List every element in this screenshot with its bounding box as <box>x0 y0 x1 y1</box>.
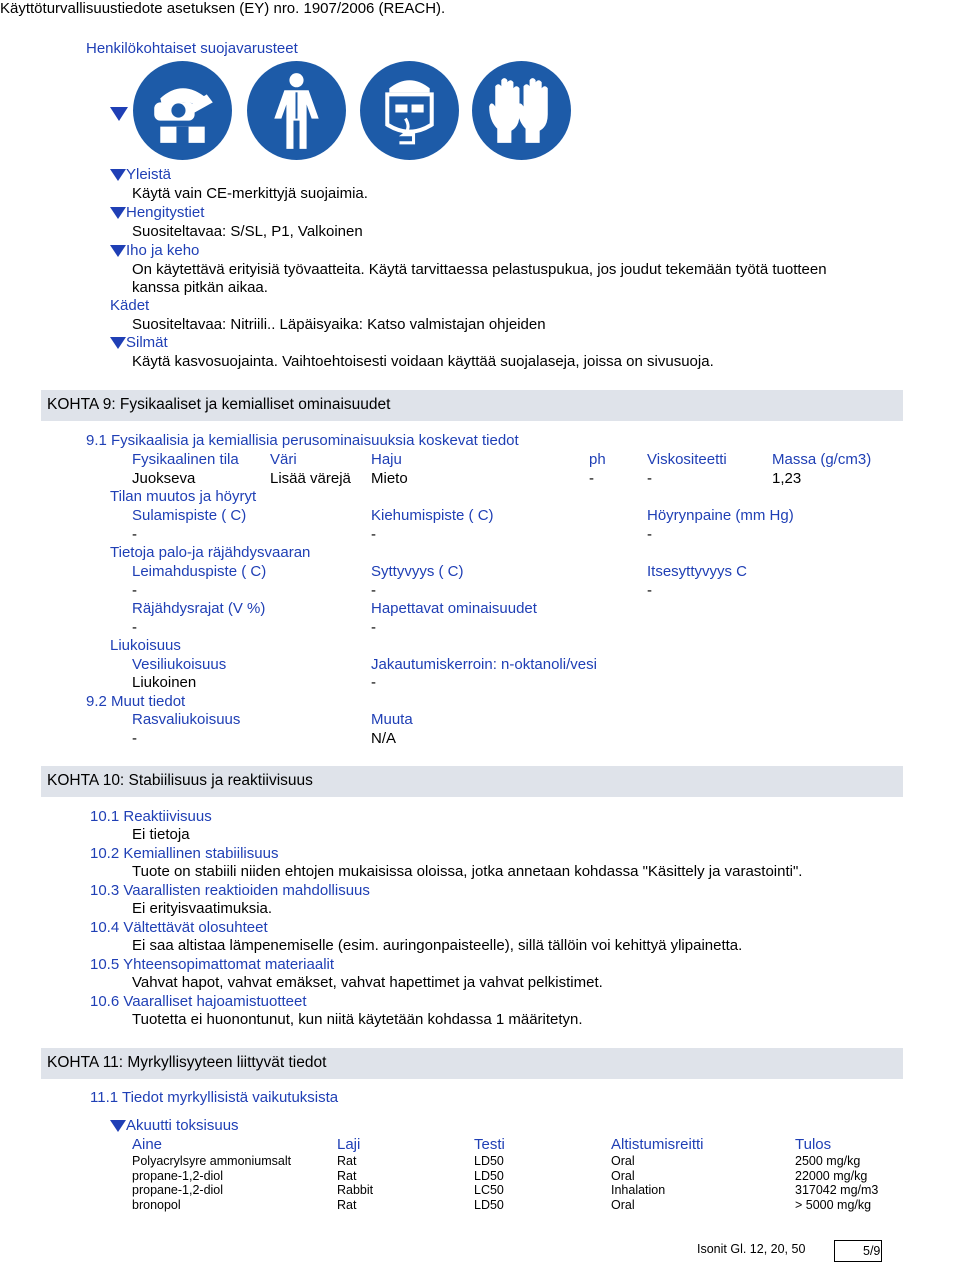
prop-header-viscosity: Viskositeetti <box>647 451 727 468</box>
autoignition-header: Itsesyttyvyys C <box>647 563 748 580</box>
tox-header-route: Altistumisreitti <box>611 1136 704 1153</box>
section-9-bar <box>41 390 903 421</box>
hands-label: Kädet <box>110 297 150 314</box>
reactivity-label: 10.1 Reaktiivisuus <box>90 808 212 825</box>
melting-point-value: - <box>132 526 137 543</box>
section-10-heading: KOHTA 10: Stabiilisuus ja reaktiivisuus <box>47 772 313 789</box>
partition-coefficient-value: - <box>371 674 376 691</box>
prop-header-odor: Haju <box>371 451 402 468</box>
tox-row-2-species: Rat <box>337 1169 357 1183</box>
solubility-label: Liukoisuus <box>110 637 181 654</box>
tox-header-species: Laji <box>337 1136 361 1153</box>
section-9-heading: KOHTA 9: Fysikaaliset ja kemialliset ominaisuudet <box>47 396 391 413</box>
tox-row-2-result: 22000 mg/kg <box>795 1169 868 1183</box>
collapse-triangle-icon[interactable] <box>110 107 128 121</box>
tox-row-1-test: LD50 <box>474 1154 504 1168</box>
tox-header-test: Testi <box>474 1136 505 1153</box>
explosion-limits-value: - <box>132 619 137 636</box>
tox-row-4-test: LD50 <box>474 1198 504 1212</box>
vapor-pressure-value: - <box>647 526 652 543</box>
fire-label: Tietoja palo-ja räjähdysvaaran <box>110 544 311 561</box>
prop-header-state: Fysikaalinen tila <box>132 451 239 468</box>
reactivity-text: Ei tietoja <box>132 826 190 843</box>
footer-page-box <box>834 1240 882 1262</box>
ppe-title: Henkilökohtaiset suojavarusteet <box>86 40 298 57</box>
prop-value-density: 1,23 <box>772 470 802 487</box>
skin-label: Iho ja keho <box>126 242 200 259</box>
tox-row-3-test: LC50 <box>474 1183 504 1197</box>
hazardous-reactions-label: 10.3 Vaarallisten reaktioiden mahdollisuus <box>90 882 370 899</box>
footer-product: Isonit Gl. 12, 20, 50 <box>697 1242 806 1256</box>
tox-header-substance: Aine <box>132 1136 163 1153</box>
tox-row-4-substance: bronopol <box>132 1198 181 1212</box>
oxidizing-header: Hapettavat ominaisuudet <box>371 600 537 617</box>
other-value: N/A <box>371 730 397 747</box>
tox-row-4-species: Rat <box>337 1198 357 1212</box>
eyes-label: Silmät <box>126 334 168 351</box>
flammability-header: Syttyvyys ( C) <box>371 563 464 580</box>
respirator-icon <box>132 60 233 161</box>
section-9-2-heading: 9.2 Muut tiedot <box>86 693 186 710</box>
gloves-icon <box>471 60 572 161</box>
flammability-value: - <box>371 582 376 599</box>
flash-point-header: Leimahduspiste ( C) <box>132 563 267 580</box>
respiratory-text: Suositeltavaa: S/SL, P1, Valkoinen <box>132 223 363 240</box>
tox-row-2-test: LD50 <box>474 1169 504 1183</box>
decomposition-products-text: Tuotetta ei huonontunut, kun niitä käytetään kohdassa 1 määritetyn. <box>132 1011 583 1028</box>
prop-value-viscosity: - <box>647 470 652 487</box>
water-solubility-header: Vesiliukoisuus <box>132 656 227 673</box>
tox-row-3-species: Rabbit <box>337 1183 374 1197</box>
eyes-triangle-icon[interactable] <box>110 337 126 349</box>
tox-row-1-result: 2500 mg/kg <box>795 1154 861 1168</box>
prop-value-state: Juokseva <box>132 470 196 487</box>
autoignition-value: - <box>647 582 652 599</box>
skin-triangle-icon[interactable] <box>110 245 126 257</box>
state-change-label: Tilan muutos ja höyryt <box>110 488 257 505</box>
respiratory-label: Hengitystiet <box>126 204 205 221</box>
section-11-heading: KOHTA 11: Myrkyllisyyteen liittyvät tiedot <box>47 1054 327 1071</box>
tox-row-2-route: Oral <box>611 1169 635 1183</box>
incompatible-materials-label: 10.5 Yhteensopimattomat materiaalit <box>90 956 335 973</box>
general-text: Käytä vain CE-merkittyjä suojaimia. <box>132 185 368 202</box>
protective-suit-icon <box>246 60 347 161</box>
stability-label: 10.2 Kemiallinen stabiilisuus <box>90 845 279 862</box>
tox-row-4-route: Oral <box>611 1198 635 1212</box>
skin-text-line1: On käytettävä erityisiä työvaatteita. Käytä tarvittaessa pelastuspukua, jos joudut tekemään työtä tuotteen <box>132 261 827 278</box>
prop-header-density: Massa (g/cm3) <box>772 451 872 468</box>
general-label: Yleistä <box>126 166 172 183</box>
eyes-text: Käytä kasvosuojainta. Vaihtoehtoisesti voidaan käyttää suojalaseja, joissa on sivusuoja. <box>132 353 714 370</box>
general-triangle-icon[interactable] <box>110 169 126 181</box>
tox-row-1-species: Rat <box>337 1154 357 1168</box>
stability-text: Tuote on stabiili niiden ehtojen mukaisissa oloissa, jotka annetaan kohdassa "Käsittely ja varastointi". <box>132 863 803 880</box>
oxidizing-value: - <box>371 619 376 636</box>
vapor-pressure-header: Höyrynpaine (mm Hg) <box>647 507 794 524</box>
flash-point-value: - <box>132 582 137 599</box>
melting-point-header: Sulamispiste ( C) <box>132 507 247 524</box>
prop-value-odor: Mieto <box>371 470 408 487</box>
tox-row-1-substance: Polyacrylsyre ammoniumsalt <box>132 1154 292 1168</box>
conditions-to-avoid-text: Ei saa altistaa lämpenemiselle (esim. auringonpaisteelle), sillä tällöin voi kehittyä ylipainetta. <box>132 937 743 954</box>
skin-text-line2: kanssa pitkän aikaa. <box>132 279 268 296</box>
hands-text: Suositeltavaa: Nitriili.. Läpäisyaika: Katso valmistajan ohjeiden <box>132 316 546 333</box>
partition-coefficient-header: Jakautumiskerroin: n-oktanoli/vesi <box>371 656 597 673</box>
incompatible-materials-text: Vahvat hapot, vahvat emäkset, vahvat hapettimet ja vahvat pelkistimet. <box>132 974 603 991</box>
explosion-limits-header: Räjähdysrajat (V %) <box>132 600 266 617</box>
decomposition-products-label: 10.6 Vaaralliset hajoamistuotteet <box>90 993 307 1010</box>
tox-row-2-substance: propane-1,2-diol <box>132 1169 224 1183</box>
section-10-bar <box>41 766 903 797</box>
conditions-to-avoid-label: 10.4 Vältettävät olosuhteet <box>90 919 268 936</box>
tox-row-4-result: > 5000 mg/kg <box>795 1198 872 1212</box>
prop-header-ph: ph <box>589 451 606 468</box>
fat-solubility-header: Rasvaliukoisuus <box>132 711 241 728</box>
tox-row-3-result: 317042 mg/m3 <box>795 1183 879 1197</box>
boiling-point-value: - <box>371 526 376 543</box>
face-shield-icon <box>359 60 460 161</box>
tox-row-3-substance: propane-1,2-diol <box>132 1183 224 1197</box>
boiling-point-header: Kiehumispiste ( C) <box>371 507 494 524</box>
water-solubility-value: Liukoinen <box>132 674 197 691</box>
tox-row-3-route: Inhalation <box>611 1183 666 1197</box>
footer-page-number: 5/9 <box>863 1244 881 1258</box>
prop-header-color: Väri <box>270 451 297 468</box>
respiratory-triangle-icon[interactable] <box>110 207 126 219</box>
acute-toxicity-label: Akuutti toksisuus <box>126 1117 239 1134</box>
section-9-1-heading: 9.1 Fysikaalisia ja kemiallisia perusominaisuuksia koskevat tiedot <box>86 432 519 449</box>
acute-toxicity-triangle-icon[interactable] <box>110 1120 126 1132</box>
tox-header-result: Tulos <box>795 1136 832 1153</box>
prop-value-color: Lisää värejä <box>270 470 351 487</box>
hazardous-reactions-text: Ei erityisvaatimuksia. <box>132 900 273 917</box>
document-header: Käyttöturvallisuustiedote asetuksen (EY) nro. 1907/2006 (REACH). <box>0 0 446 17</box>
fat-solubility-value: - <box>132 730 137 747</box>
tox-row-1-route: Oral <box>611 1154 635 1168</box>
section-11-1-heading: 11.1 Tiedot myrkyllisistä vaikutuksista <box>90 1089 339 1106</box>
prop-value-ph: - <box>589 470 594 487</box>
section-11-bar <box>41 1048 903 1079</box>
other-header: Muuta <box>371 711 413 728</box>
